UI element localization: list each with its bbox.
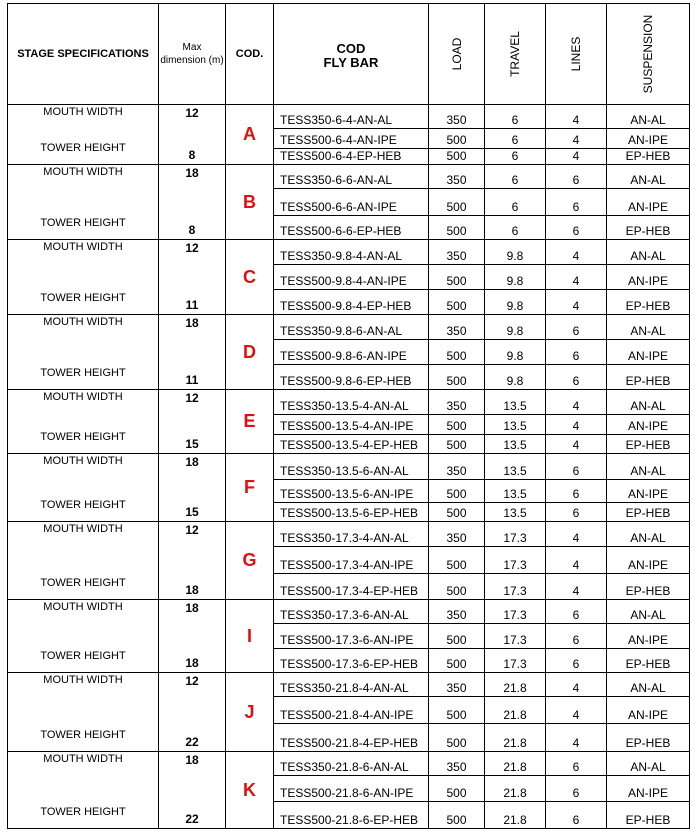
suspension-value: AN-IPE (607, 189, 690, 216)
suspension-value: EP-HEB (607, 724, 690, 752)
load-value: 350 (429, 390, 485, 415)
lines-value: 4 (546, 724, 607, 752)
load-value: 350 (429, 600, 485, 624)
load-value: 500 (429, 802, 485, 829)
load-value: 350 (429, 315, 485, 340)
stage-code: G (226, 522, 274, 600)
load-value: 500 (429, 624, 485, 649)
suspension-value: EP-HEB (607, 216, 690, 240)
travel-value: 6 (485, 189, 546, 216)
stage-spec-cell (8, 454, 159, 522)
lines-value: 6 (546, 752, 607, 776)
fly-bar-code: TESS350-6-6-AN-AL (274, 165, 429, 189)
suspension-value: EP-HEB (607, 365, 690, 390)
travel-value: 9.8 (485, 340, 546, 365)
load-value: 500 (429, 129, 485, 149)
lines-value: 6 (546, 189, 607, 216)
header-suspension-label: SUSPENSION (641, 14, 655, 94)
tower-height-label: TOWER HEIGHT (40, 499, 126, 511)
table-row (8, 673, 690, 697)
stage-spec-cell (8, 390, 159, 454)
tower-height-label: TOWER HEIGHT (40, 292, 126, 304)
stage-code: I (226, 600, 274, 673)
table-row (8, 240, 690, 265)
load-value: 350 (429, 240, 485, 265)
suspension-value: AN-IPE (607, 776, 690, 802)
mouth-width-value: 12 (185, 523, 199, 537)
lines-value: 6 (546, 454, 607, 480)
lines-value: 4 (546, 240, 607, 265)
table-row (8, 165, 690, 189)
stage-code: B (226, 165, 274, 240)
travel-value: 9.8 (485, 265, 546, 290)
tower-height-value: 15 (185, 505, 199, 519)
stage-spec-cell (8, 315, 159, 390)
header-row (8, 4, 690, 105)
lines-value: 4 (546, 574, 607, 600)
load-value: 500 (429, 724, 485, 752)
travel-value: 17.3 (485, 649, 546, 673)
mouth-width-value: 12 (185, 674, 199, 688)
fly-bar-code: TESS350-6-4-AN-AL (274, 105, 429, 129)
stage-spec-cell (8, 165, 159, 240)
suspension-value: AN-IPE (607, 129, 690, 149)
suspension-value: AN-AL (607, 752, 690, 776)
header-cod-fly-bar-line1: COD (336, 41, 366, 56)
load-value: 500 (429, 216, 485, 240)
tower-height-value: 8 (188, 223, 196, 237)
stage-code: K (226, 752, 274, 829)
fly-bar-code: TESS500-13.5-6-AN-IPE (274, 480, 429, 503)
lines-value: 4 (546, 673, 607, 697)
fly-bar-code: TESS350-9.8-4-AN-AL (274, 240, 429, 265)
suspension-value: AN-AL (607, 390, 690, 415)
travel-value: 21.8 (485, 752, 546, 776)
table-row (8, 315, 690, 340)
load-value: 500 (429, 480, 485, 503)
stage-code: D (226, 315, 274, 390)
header-load (429, 4, 485, 105)
mouth-width-label: MOUTH WIDTH (43, 241, 123, 253)
travel-value: 6 (485, 216, 546, 240)
lines-value: 6 (546, 165, 607, 189)
mouth-width-value: 18 (185, 316, 199, 330)
lines-value: 6 (546, 503, 607, 522)
suspension-value: AN-IPE (607, 547, 690, 574)
load-value: 500 (429, 340, 485, 365)
mouth-width-value: 18 (185, 455, 199, 469)
table-row (8, 522, 690, 547)
travel-value: 9.8 (485, 290, 546, 315)
travel-value: 17.3 (485, 574, 546, 600)
travel-value: 6 (485, 165, 546, 189)
suspension-value: AN-IPE (607, 624, 690, 649)
tower-height-value: 11 (185, 298, 199, 312)
travel-value: 6 (485, 129, 546, 149)
travel-value: 21.8 (485, 673, 546, 697)
stage-spec-cell (8, 240, 159, 315)
load-value: 500 (429, 503, 485, 522)
fly-bar-code: TESS350-21.8-4-AN-AL (274, 673, 429, 697)
load-value: 350 (429, 454, 485, 480)
fly-bar-code: TESS500-21.8-4-AN-IPE (274, 697, 429, 724)
load-value: 350 (429, 673, 485, 697)
travel-value: 13.5 (485, 415, 546, 435)
lines-value: 6 (546, 216, 607, 240)
load-value: 500 (429, 415, 485, 435)
suspension-value: AN-IPE (607, 340, 690, 365)
mouth-width-value: 18 (185, 601, 199, 615)
max-dimension-cell (159, 673, 226, 752)
tower-height-value: 15 (185, 437, 199, 451)
load-value: 500 (429, 574, 485, 600)
fly-bar-code: TESS500-6-6-AN-IPE (274, 189, 429, 216)
tower-height-value: 18 (185, 656, 199, 670)
lines-value: 6 (546, 365, 607, 390)
travel-value: 21.8 (485, 724, 546, 752)
fly-bar-code: TESS500-6-4-AN-IPE (274, 129, 429, 149)
fly-bar-code: TESS500-13.5-6-EP-HEB (274, 503, 429, 522)
load-value: 500 (429, 435, 485, 454)
mouth-width-label: MOUTH WIDTH (43, 601, 123, 613)
suspension-value: AN-AL (607, 454, 690, 480)
tower-height-label: TOWER HEIGHT (40, 729, 126, 741)
suspension-value: AN-IPE (607, 480, 690, 503)
suspension-value: AN-IPE (607, 415, 690, 435)
table-body (8, 105, 690, 829)
fly-bar-code: TESS500-21.8-6-AN-IPE (274, 776, 429, 802)
stage-spec-cell (8, 673, 159, 752)
mouth-width-value: 12 (185, 106, 199, 120)
travel-value: 17.3 (485, 624, 546, 649)
header-suspension (607, 4, 690, 105)
load-value: 350 (429, 105, 485, 129)
suspension-value: AN-AL (607, 165, 690, 189)
travel-value: 6 (485, 105, 546, 129)
travel-value: 17.3 (485, 600, 546, 624)
load-value: 350 (429, 165, 485, 189)
stage-code: E (226, 390, 274, 454)
lines-value: 4 (546, 697, 607, 724)
tower-height-label: TOWER HEIGHT (40, 577, 126, 589)
mouth-width-label: MOUTH WIDTH (43, 455, 123, 467)
fly-bar-code: TESS500-17.3-4-AN-IPE (274, 547, 429, 574)
load-value: 500 (429, 547, 485, 574)
mouth-width-label: MOUTH WIDTH (43, 106, 123, 118)
lines-value: 6 (546, 802, 607, 829)
header-cod-fly-bar-line2: FLY BAR (323, 55, 379, 70)
table-row (8, 454, 690, 480)
table-row (8, 105, 690, 129)
tower-height-label: TOWER HEIGHT (40, 431, 126, 443)
fly-bar-code: TESS350-21.8-6-AN-AL (274, 752, 429, 776)
suspension-value: EP-HEB (607, 649, 690, 673)
fly-bar-code: TESS500-21.8-4-EP-HEB (274, 724, 429, 752)
travel-value: 13.5 (485, 390, 546, 415)
stage-spec-table (7, 3, 690, 829)
suspension-value: AN-AL (607, 600, 690, 624)
load-value: 500 (429, 649, 485, 673)
travel-value: 9.8 (485, 365, 546, 390)
suspension-value: AN-AL (607, 240, 690, 265)
load-value: 500 (429, 265, 485, 290)
lines-value: 4 (546, 129, 607, 149)
fly-bar-code: TESS500-9.8-6-AN-IPE (274, 340, 429, 365)
load-value: 350 (429, 752, 485, 776)
travel-value: 13.5 (485, 480, 546, 503)
header-max-dimension: Max dimension (m) (159, 4, 226, 105)
suspension-value: AN-AL (607, 673, 690, 697)
tower-height-value: 11 (185, 373, 199, 387)
fly-bar-code: TESS500-17.3-6-AN-IPE (274, 624, 429, 649)
suspension-value: EP-HEB (607, 503, 690, 522)
load-value: 500 (429, 290, 485, 315)
travel-value: 13.5 (485, 454, 546, 480)
fly-bar-code: TESS350-17.3-6-AN-AL (274, 600, 429, 624)
stage-spec-cell (8, 522, 159, 600)
fly-bar-code: TESS500-9.8-4-AN-IPE (274, 265, 429, 290)
max-dimension-cell (159, 522, 226, 600)
suspension-value: EP-HEB (607, 290, 690, 315)
lines-value: 6 (546, 600, 607, 624)
lines-value: 6 (546, 480, 607, 503)
table-row (8, 752, 690, 776)
suspension-value: AN-AL (607, 105, 690, 129)
lines-value: 6 (546, 649, 607, 673)
stage-code: A (226, 105, 274, 165)
mouth-width-value: 12 (185, 391, 199, 405)
max-dimension-cell (159, 165, 226, 240)
lines-value: 4 (546, 105, 607, 129)
mouth-width-label: MOUTH WIDTH (43, 523, 123, 535)
max-dimension-cell (159, 752, 226, 829)
lines-value: 4 (546, 435, 607, 454)
stage-code: J (226, 673, 274, 752)
fly-bar-code: TESS350-13.5-4-AN-AL (274, 390, 429, 415)
fly-bar-code: TESS500-13.5-4-EP-HEB (274, 435, 429, 454)
tower-height-label: TOWER HEIGHT (40, 142, 126, 154)
header-lines-label: LINES (569, 36, 583, 72)
mouth-width-label: MOUTH WIDTH (43, 391, 123, 403)
mouth-width-value: 12 (185, 241, 199, 255)
header-stage-specifications: STAGE SPECIFICATIONS (8, 4, 159, 105)
travel-value: 17.3 (485, 547, 546, 574)
mouth-width-value: 18 (185, 753, 199, 767)
travel-value: 9.8 (485, 240, 546, 265)
header-travel (485, 4, 546, 105)
table-row (8, 600, 690, 624)
fly-bar-code: TESS500-21.8-6-EP-HEB (274, 802, 429, 829)
header-cod: COD. (226, 4, 274, 105)
suspension-value: AN-AL (607, 522, 690, 547)
header-lines (546, 4, 607, 105)
max-dimension-cell (159, 315, 226, 390)
tower-height-label: TOWER HEIGHT (40, 806, 126, 818)
tower-height-label: TOWER HEIGHT (40, 217, 126, 229)
travel-value: 13.5 (485, 435, 546, 454)
load-value: 500 (429, 776, 485, 802)
fly-bar-code: TESS500-17.3-6-EP-HEB (274, 649, 429, 673)
max-dimension-cell (159, 600, 226, 673)
stage-code: C (226, 240, 274, 315)
header-load-label: LOAD (449, 37, 464, 71)
table-row (8, 390, 690, 415)
mouth-width-label: MOUTH WIDTH (43, 316, 123, 328)
max-dimension-cell (159, 390, 226, 454)
tower-height-value: 22 (185, 812, 199, 826)
load-value: 500 (429, 365, 485, 390)
load-value: 500 (429, 149, 485, 165)
suspension-value: AN-IPE (607, 265, 690, 290)
suspension-value: EP-HEB (607, 574, 690, 600)
travel-value: 9.8 (485, 315, 546, 340)
tower-height-label: TOWER HEIGHT (40, 650, 126, 662)
fly-bar-code: TESS500-17.3-4-EP-HEB (274, 574, 429, 600)
stage-code: F (226, 454, 274, 522)
tower-height-label: TOWER HEIGHT (40, 367, 126, 379)
fly-bar-code: TESS500-6-4-EP-HEB (274, 149, 429, 165)
suspension-value: AN-IPE (607, 697, 690, 724)
suspension-value: EP-HEB (607, 149, 690, 165)
lines-value: 6 (546, 340, 607, 365)
fly-bar-code: TESS350-13.5-6-AN-AL (274, 454, 429, 480)
mouth-width-value: 18 (185, 166, 199, 180)
max-dimension-cell (159, 240, 226, 315)
lines-value: 4 (546, 265, 607, 290)
fly-bar-code: TESS350-9.8-6-AN-AL (274, 315, 429, 340)
lines-value: 6 (546, 315, 607, 340)
lines-value: 4 (546, 522, 607, 547)
stage-spec-cell (8, 752, 159, 829)
max-dimension-cell (159, 454, 226, 522)
tower-height-value: 8 (188, 148, 196, 162)
mouth-width-label: MOUTH WIDTH (43, 166, 123, 178)
travel-value: 17.3 (485, 522, 546, 547)
travel-value: 21.8 (485, 802, 546, 829)
fly-bar-code: TESS350-17.3-4-AN-AL (274, 522, 429, 547)
load-value: 350 (429, 522, 485, 547)
fly-bar-code: TESS500-13.5-4-AN-IPE (274, 415, 429, 435)
mouth-width-label: MOUTH WIDTH (43, 674, 123, 686)
lines-value: 6 (546, 624, 607, 649)
travel-value: 21.8 (485, 776, 546, 802)
travel-value: 21.8 (485, 697, 546, 724)
header-travel-label: TRAVEL (508, 31, 522, 77)
travel-value: 6 (485, 149, 546, 165)
lines-value: 4 (546, 415, 607, 435)
lines-value: 4 (546, 390, 607, 415)
fly-bar-code: TESS500-9.8-6-EP-HEB (274, 365, 429, 390)
stage-spec-cell (8, 600, 159, 673)
suspension-value: AN-AL (607, 315, 690, 340)
load-value: 500 (429, 189, 485, 216)
stage-spec-cell (8, 105, 159, 165)
fly-bar-code: TESS500-6-6-EP-HEB (274, 216, 429, 240)
lines-value: 4 (546, 547, 607, 574)
header-cod-fly-bar (274, 4, 429, 105)
max-dimension-cell (159, 105, 226, 165)
fly-bar-code: TESS500-9.8-4-EP-HEB (274, 290, 429, 315)
suspension-value: EP-HEB (607, 435, 690, 454)
lines-value: 4 (546, 290, 607, 315)
load-value: 500 (429, 697, 485, 724)
lines-value: 6 (546, 776, 607, 802)
tower-height-value: 18 (185, 583, 199, 597)
travel-value: 13.5 (485, 503, 546, 522)
tower-height-value: 22 (185, 735, 199, 749)
suspension-value: EP-HEB (607, 802, 690, 829)
mouth-width-label: MOUTH WIDTH (43, 753, 123, 765)
lines-value: 4 (546, 149, 607, 165)
